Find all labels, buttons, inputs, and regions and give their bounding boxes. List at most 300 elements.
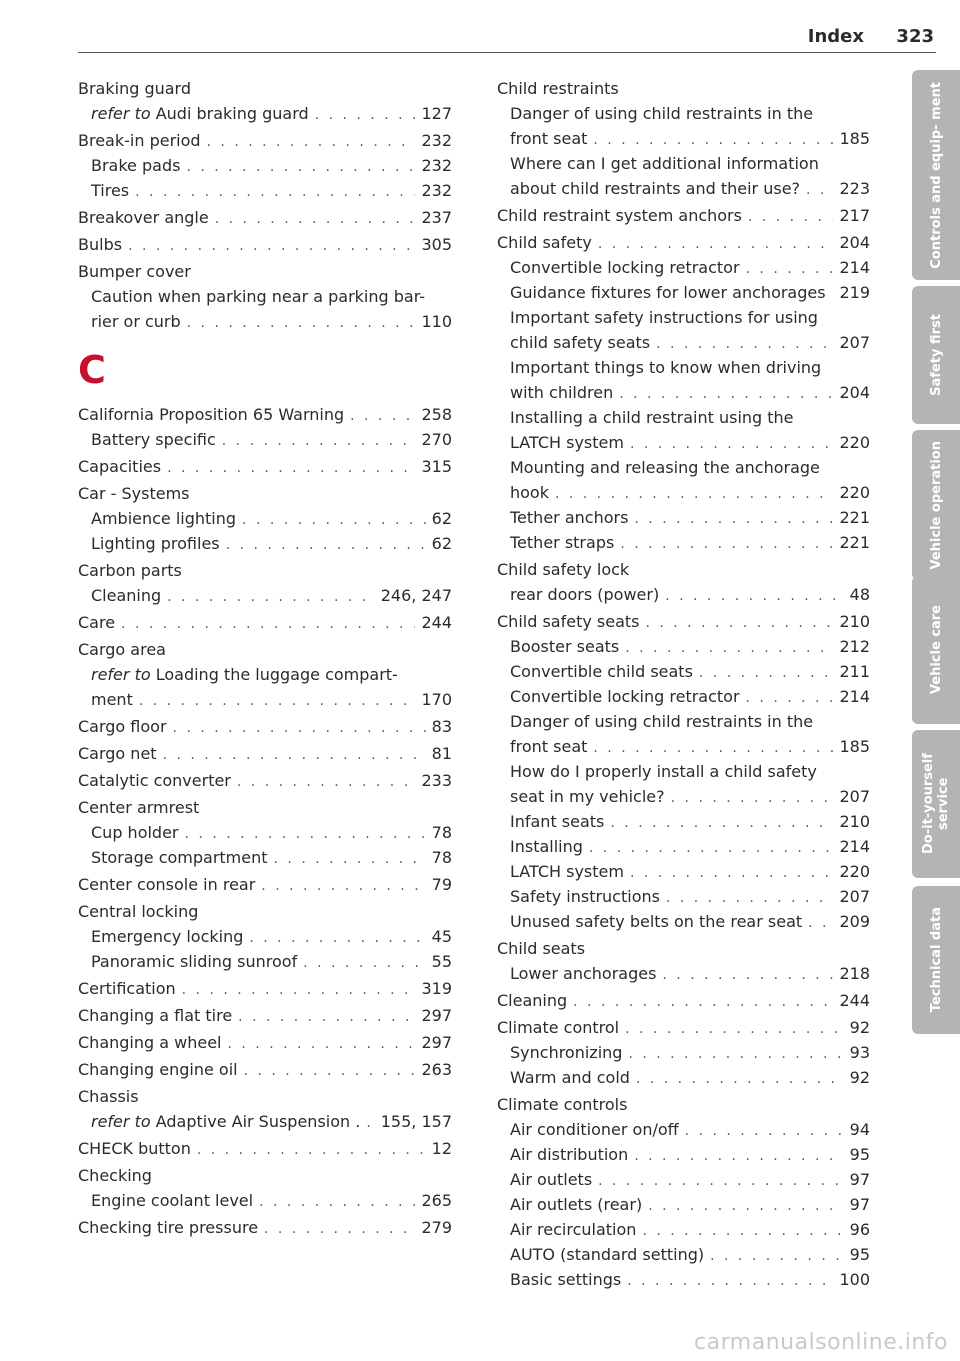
entry-text — [78, 128, 201, 153]
entry-label: Guidance fixtures for lower anchorages — [510, 283, 826, 302]
leader-dots — [261, 874, 425, 899]
leader-dots — [593, 736, 833, 761]
entry-label: Child restraint system anchors — [497, 206, 742, 225]
entry-label: Panoramic sliding sunroof — [91, 952, 298, 971]
entry-text — [91, 531, 220, 556]
leader-dots — [634, 1144, 843, 1169]
index-subentry — [497, 734, 870, 759]
entry-label: Adaptive Air Suspension . — [155, 1112, 361, 1131]
entry-label: Storage compartment — [91, 848, 268, 867]
index-subentry — [497, 884, 870, 909]
entry-label: LATCH system — [510, 433, 624, 452]
index-subentry — [78, 101, 452, 126]
entry-text — [91, 101, 309, 126]
index-subentry — [497, 1065, 870, 1090]
leader-dots — [259, 1190, 415, 1215]
page-reference: 62 — [431, 534, 452, 553]
leader-dots — [642, 1219, 843, 1244]
index-entry — [497, 609, 870, 634]
section-tab[interactable] — [912, 576, 960, 724]
entry-label: Cargo net — [78, 744, 157, 763]
entry-label: Child seats — [497, 939, 586, 958]
page-reference: 204 — [839, 233, 870, 252]
leader-dots — [746, 257, 834, 282]
index-subentry — [78, 284, 452, 309]
page-reference: 265 — [421, 1191, 452, 1210]
entry-text — [510, 176, 800, 201]
entry-label: Air outlets — [510, 1170, 593, 1189]
entry-text — [78, 205, 209, 230]
page-reference: 62 — [431, 509, 452, 528]
index-subentry — [497, 909, 870, 934]
index-entry — [78, 1215, 452, 1240]
entry-text — [78, 1215, 258, 1240]
entry-label: Changing a flat tire — [78, 1006, 233, 1025]
leader-dots — [636, 1067, 844, 1092]
entry-text — [510, 104, 813, 123]
entry-label: Engine coolant level — [91, 1191, 254, 1210]
index-entry — [497, 76, 870, 101]
entry-label: Tires — [91, 181, 130, 200]
leader-dots — [645, 611, 833, 636]
entry-text — [510, 1192, 642, 1217]
page-reference: 210 — [839, 612, 870, 631]
section-tab[interactable] — [912, 430, 960, 580]
entry-label: Bulbs — [78, 235, 123, 254]
leader-dots — [628, 1042, 843, 1067]
page-reference: 305 — [421, 235, 452, 254]
entry-text — [91, 506, 236, 531]
index-subentry — [78, 845, 452, 870]
entry-text — [91, 924, 243, 949]
entry-text — [510, 530, 614, 555]
page-reference: 319 — [421, 979, 452, 998]
leader-dots — [699, 661, 834, 686]
entry-text — [510, 358, 821, 377]
entry-label: Air outlets (rear) — [510, 1195, 643, 1214]
leader-dots — [685, 1119, 844, 1144]
page-reference: 219 — [839, 283, 870, 302]
leader-dots — [625, 636, 833, 661]
leader-dots — [666, 886, 833, 911]
entry-text — [78, 768, 231, 793]
entry-label: AUTO (standard setting) — [510, 1245, 705, 1264]
entry-text — [91, 687, 133, 712]
page-reference: 97 — [849, 1195, 870, 1214]
leader-dots — [238, 1005, 415, 1030]
index-entry — [497, 1092, 870, 1117]
index-subentry — [497, 176, 870, 201]
entry-text — [78, 640, 166, 659]
entry-label: Installing — [510, 837, 583, 856]
entry-label: Convertible locking retractor — [510, 258, 740, 277]
index-entry — [78, 1084, 452, 1109]
refer-to-label: refer to — [91, 1112, 151, 1131]
entry-text — [510, 458, 820, 477]
entry-text — [91, 949, 297, 974]
page-reference: 214 — [839, 687, 870, 706]
entry-label: Loading the luggage compart- — [155, 665, 398, 684]
page-reference: 297 — [421, 1033, 452, 1052]
entry-text — [510, 834, 583, 859]
index-subentry — [78, 153, 452, 178]
entry-text — [78, 262, 191, 281]
entry-label: Braking guard — [78, 79, 192, 98]
entry-label: Changing a wheel — [78, 1033, 222, 1052]
index-entry — [78, 795, 452, 820]
section-tab[interactable] — [912, 730, 960, 878]
entry-label: Care — [78, 613, 116, 632]
leader-dots — [620, 532, 833, 557]
entry-text — [91, 153, 180, 178]
entry-text — [497, 1095, 627, 1114]
page-header — [78, 22, 936, 53]
leader-dots — [656, 332, 833, 357]
page-reference: 94 — [849, 1120, 870, 1139]
page-number: 323 — [896, 26, 934, 47]
index-subentry — [497, 834, 870, 859]
page-reference: 92 — [849, 1018, 870, 1037]
entry-text — [78, 561, 182, 580]
entry-text — [510, 784, 665, 809]
refer-to-label: refer to — [91, 104, 151, 123]
page-reference: 170 — [421, 690, 452, 709]
page-reference: 93 — [849, 1043, 870, 1062]
entry-label: Tether anchors — [510, 508, 629, 527]
leader-dots — [573, 990, 833, 1015]
leader-dots — [244, 1059, 416, 1084]
index-subentry — [497, 126, 870, 151]
index-subentry — [78, 531, 452, 556]
leader-dots — [832, 282, 834, 307]
index-subentry — [497, 380, 870, 405]
entry-label: Child safety — [497, 233, 592, 252]
section-tab-label: Safety first — [928, 314, 944, 396]
entry-text — [78, 232, 122, 257]
entry-label: Lighting profiles — [91, 534, 220, 553]
page-reference: 81 — [431, 744, 452, 763]
page-reference: 155, 157 — [380, 1112, 452, 1131]
page-reference: 237 — [421, 208, 452, 227]
index-entry — [78, 1136, 452, 1161]
page-reference: 279 — [421, 1218, 452, 1237]
entry-text — [510, 430, 624, 455]
entry-text — [78, 798, 199, 817]
entry-label: Audi braking guard — [155, 104, 309, 123]
entry-text — [78, 872, 255, 897]
entry-text — [497, 1015, 619, 1040]
leader-dots — [264, 1217, 415, 1242]
entry-text — [510, 1142, 628, 1167]
entry-label: Child safety lock — [497, 560, 630, 579]
leader-dots — [748, 205, 833, 230]
entry-text — [497, 609, 639, 634]
leader-dots — [610, 811, 833, 836]
entry-text — [510, 582, 659, 607]
leader-dots — [249, 926, 425, 951]
entry-label: California Proposition 65 Warning — [78, 405, 345, 424]
entry-label: Cleaning — [497, 991, 568, 1010]
page-reference: 270 — [421, 430, 452, 449]
entry-text — [510, 734, 587, 759]
page-reference: 223 — [839, 179, 870, 198]
entry-text — [510, 659, 693, 684]
entry-label: Car - Systems — [78, 484, 190, 503]
index-subentry — [497, 1192, 870, 1217]
entry-label: Air conditioner on/off — [510, 1120, 679, 1139]
section-tab-label: Vehicle operation — [928, 440, 944, 570]
section-tab-label: Technical data — [928, 907, 944, 1013]
index-subentry — [497, 582, 870, 607]
entry-text — [497, 939, 585, 958]
index-entry — [78, 1163, 452, 1188]
leader-dots — [662, 963, 833, 988]
leader-dots — [619, 382, 833, 407]
entry-label: rier or curb — [91, 312, 181, 331]
entry-label: Center console in rear — [78, 875, 256, 894]
entry-text — [510, 505, 628, 530]
index-entry — [78, 1057, 452, 1082]
index-subentry — [78, 178, 452, 203]
page-reference: 220 — [839, 862, 870, 881]
entry-text — [510, 408, 794, 427]
leader-dots — [808, 911, 833, 936]
index-subentry — [497, 330, 870, 355]
entry-text — [510, 480, 549, 505]
entry-label: Unused safety belts on the rear seat — [510, 912, 803, 931]
page-reference: 48 — [849, 585, 870, 604]
index-subentry — [78, 924, 452, 949]
entry-label: Air distribution — [510, 1145, 629, 1164]
page-reference: 297 — [421, 1006, 452, 1025]
entry-label: Child safety seats — [497, 612, 640, 631]
leader-dots — [173, 716, 426, 741]
entry-label: about child restraints and their use? — [510, 179, 801, 198]
page-reference: 95 — [849, 1145, 870, 1164]
entry-label: Cup holder — [91, 823, 179, 842]
entry-text — [510, 809, 604, 834]
header-title: Index — [807, 26, 864, 47]
section-tab[interactable] — [912, 886, 960, 1034]
page-reference: 214 — [839, 258, 870, 277]
page-reference: 95 — [849, 1245, 870, 1264]
entry-label: Climate controls — [497, 1095, 628, 1114]
leader-dots — [186, 155, 415, 180]
page-reference: 232 — [421, 181, 452, 200]
leader-dots — [593, 128, 833, 153]
page-reference: 210 — [839, 812, 870, 831]
entry-label: Important safety instructions for using — [510, 308, 818, 327]
page-reference: 211 — [839, 662, 870, 681]
page-reference: 78 — [431, 848, 452, 867]
leader-dots — [366, 1111, 374, 1136]
leader-dots — [139, 689, 416, 714]
page-reference: 209 — [839, 912, 870, 931]
index-subentry — [78, 427, 452, 452]
entry-label: Child restraints — [497, 79, 619, 98]
index-subentry — [497, 659, 870, 684]
entry-label: Battery specific — [91, 430, 216, 449]
entry-label: LATCH system — [510, 862, 624, 881]
index-entry — [78, 232, 452, 257]
entry-text — [510, 1242, 704, 1267]
page-reference: 79 — [431, 875, 452, 894]
leader-dots — [197, 1138, 426, 1163]
entry-text — [78, 741, 157, 766]
entry-label: Break-in period — [78, 131, 201, 150]
leader-dots — [746, 686, 834, 711]
entry-text — [78, 1057, 238, 1082]
index-entry — [78, 454, 452, 479]
entry-text — [510, 634, 619, 659]
entry-label: Safety instructions — [510, 887, 660, 906]
section-tab-label: Controls and equip- ment — [928, 81, 944, 269]
index-subentry — [497, 1117, 870, 1142]
entry-label: Cargo floor — [78, 717, 167, 736]
entry-text — [91, 583, 161, 608]
page-reference: 214 — [839, 837, 870, 856]
entry-text — [510, 380, 613, 405]
index-subentry — [497, 709, 870, 734]
entry-text — [78, 1087, 139, 1106]
entry-label: Lower anchorages — [510, 964, 657, 983]
index-subentry — [497, 1242, 870, 1267]
index-entry — [497, 203, 870, 228]
entry-text — [510, 884, 660, 909]
page-reference: 244 — [421, 613, 452, 632]
index-subentry — [497, 1217, 870, 1242]
leader-dots — [710, 1244, 844, 1269]
page-reference: 263 — [421, 1060, 452, 1079]
section-tab[interactable] — [912, 70, 960, 280]
entry-text — [78, 484, 190, 503]
page-reference: 204 — [839, 383, 870, 402]
leader-dots — [625, 1017, 844, 1042]
index-subentry — [497, 530, 870, 555]
index-entry — [78, 481, 452, 506]
entry-label: ment — [91, 690, 133, 709]
index-subentry — [78, 949, 452, 974]
entry-text — [78, 1003, 232, 1028]
entry-text — [510, 712, 813, 731]
index-entry — [78, 610, 452, 635]
index-entry — [78, 872, 452, 897]
index-column-right — [497, 76, 870, 1292]
index-subentry — [497, 455, 870, 480]
entry-label: Mounting and releasing the anchorage — [510, 458, 820, 477]
index-subentry — [78, 1188, 452, 1213]
entry-text — [91, 309, 181, 334]
index-subentry — [497, 634, 870, 659]
entry-text — [510, 255, 740, 280]
entry-label: Danger of using child restraints in the — [510, 712, 814, 731]
index-subentry — [497, 1167, 870, 1192]
section-tab-label: Vehicle care — [928, 605, 944, 695]
leader-dots — [215, 207, 416, 232]
entry-label: Breakover angle — [78, 208, 209, 227]
entry-text — [497, 988, 567, 1013]
page-reference: 217 — [839, 206, 870, 225]
entry-label: child safety seats — [510, 333, 651, 352]
index-subentry — [78, 820, 452, 845]
index-entry — [78, 259, 452, 284]
page-reference: 212 — [839, 637, 870, 656]
index-entry — [78, 402, 452, 427]
index-subentry — [497, 405, 870, 430]
entry-label: How do I properly install a child safety — [510, 762, 817, 781]
entry-label: front seat — [510, 737, 588, 756]
index-subentry — [78, 687, 452, 712]
page-reference: 78 — [431, 823, 452, 842]
entry-label: Climate control — [497, 1018, 620, 1037]
index-subentry — [497, 961, 870, 986]
entry-label: Caution when parking near a parking bar- — [91, 287, 426, 306]
index-entry — [78, 1003, 452, 1028]
index-entry — [497, 557, 870, 582]
entry-text — [91, 665, 398, 684]
index-subentry — [497, 101, 870, 126]
section-tab[interactable] — [912, 286, 960, 424]
leader-dots — [634, 507, 833, 532]
index-subentry — [497, 784, 870, 809]
entry-text — [78, 454, 161, 479]
leader-dots — [630, 432, 834, 457]
page-reference: 315 — [421, 457, 452, 476]
entry-label: Convertible locking retractor — [510, 687, 740, 706]
entry-text — [91, 1188, 253, 1213]
index-entry — [78, 128, 452, 153]
page-reference: 92 — [849, 1068, 870, 1087]
index-entry — [497, 1015, 870, 1040]
entry-text — [78, 1030, 222, 1055]
leader-dots — [167, 585, 375, 610]
entry-text — [510, 1065, 630, 1090]
leader-dots — [589, 836, 834, 861]
entry-text — [78, 1166, 152, 1185]
entry-text — [510, 909, 802, 934]
page-reference: 246, 247 — [380, 586, 452, 605]
leader-dots — [665, 584, 843, 609]
entry-text — [510, 308, 818, 327]
leader-dots — [671, 786, 834, 811]
entry-label: Where can I get additional information — [510, 154, 819, 173]
entry-label: Warm and cold — [510, 1068, 630, 1087]
entry-text — [510, 1267, 621, 1292]
entry-label: Cleaning — [91, 586, 162, 605]
index-entry — [78, 76, 452, 101]
entry-label: with children — [510, 383, 614, 402]
entry-label: CHECK button — [78, 1139, 191, 1158]
section-tab-label: Do-it-yourself service — [921, 753, 951, 855]
index-subentry — [497, 255, 870, 280]
entry-label: Cargo area — [78, 640, 166, 659]
entry-label: Booster seats — [510, 637, 620, 656]
entry-text — [510, 1167, 592, 1192]
entry-text — [78, 902, 198, 921]
index-subentry — [497, 684, 870, 709]
entry-text — [510, 762, 817, 781]
entry-label: Infant seats — [510, 812, 605, 831]
entry-label: hook — [510, 483, 549, 502]
page-reference: 55 — [431, 952, 452, 971]
entry-label: Ambience lighting — [91, 509, 237, 528]
index-subentry — [497, 759, 870, 784]
entry-label: Danger of using child restraints in the — [510, 104, 814, 123]
leader-dots — [274, 847, 426, 872]
leader-dots — [806, 178, 833, 203]
entry-text — [497, 203, 742, 228]
index-subentry — [497, 859, 870, 884]
